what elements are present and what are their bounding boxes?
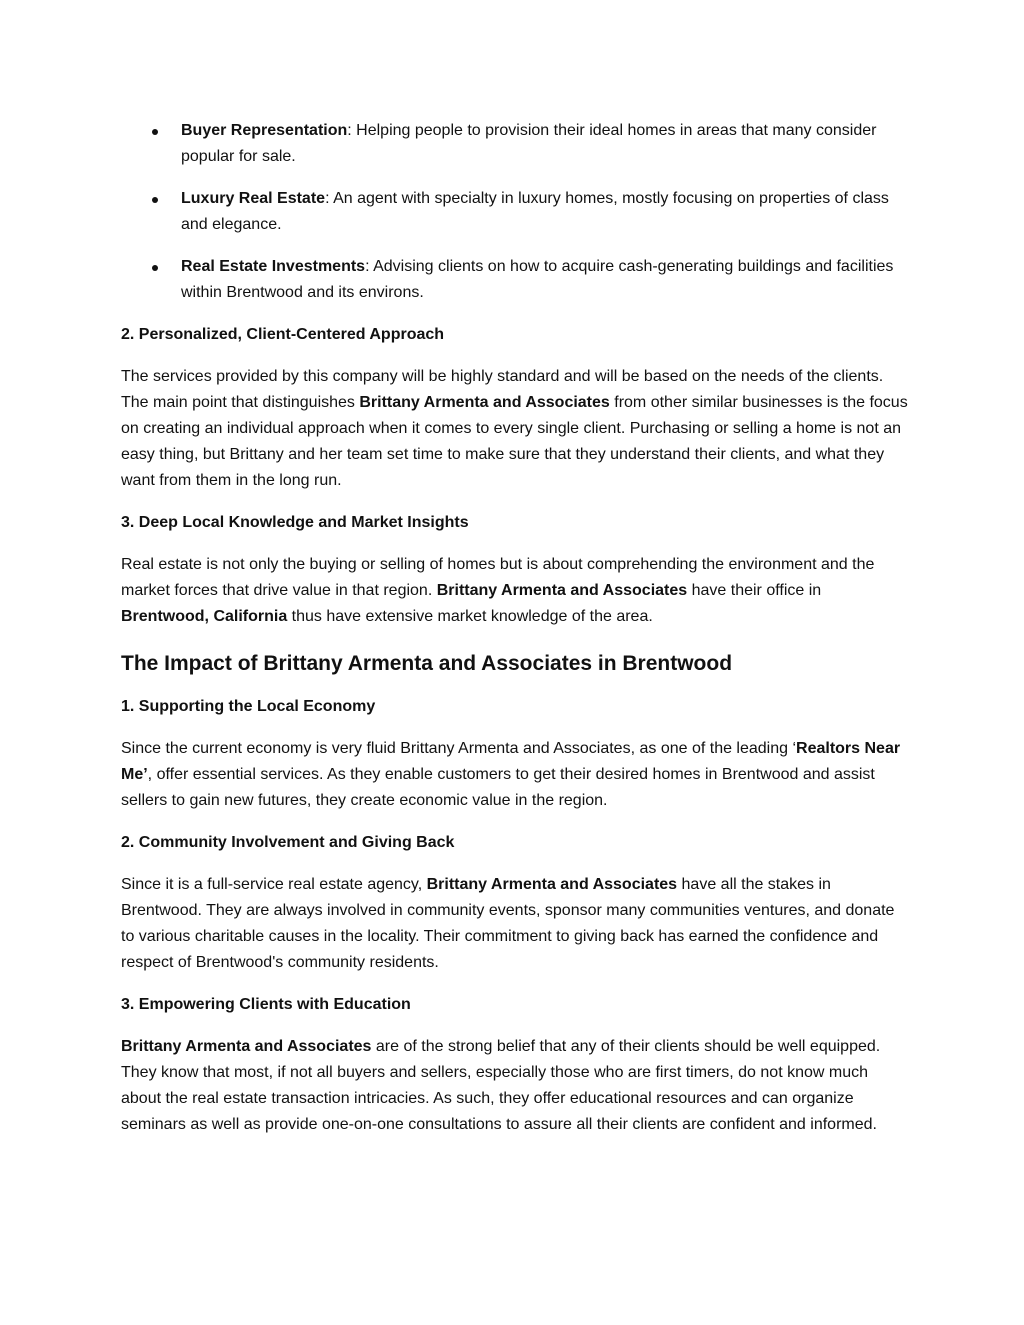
location-name: Brentwood, California bbox=[121, 608, 288, 625]
list-item-term: Real Estate Investments bbox=[181, 258, 366, 275]
subheading-local-knowledge: 3. Deep Local Knowledge and Market Insights bbox=[121, 514, 469, 531]
paragraph-text: Since it is a full-service real estate agency, bbox=[121, 876, 427, 893]
bullet-icon bbox=[152, 129, 158, 135]
company-name: Brittany Armenta and Associates bbox=[121, 1038, 372, 1055]
subheading-community: 2. Community Involvement and Giving Back bbox=[121, 834, 455, 851]
subheading-education: 3. Empowering Clients with Education bbox=[121, 996, 411, 1013]
company-name: Brittany Armenta and Associates bbox=[436, 582, 688, 599]
paragraph-text: have their office in bbox=[687, 582, 822, 599]
list-item-text: : Helping people to provision their ideal homes in areas that many consider popular for sale. bbox=[181, 122, 877, 165]
paragraph-text: thus have extensive market knowledge of the area. bbox=[287, 608, 653, 625]
section-title-impact: The Impact of Brittany Armenta and Associates in Brentwood bbox=[121, 652, 733, 675]
subheading-local-economy: 1. Supporting the Local Economy bbox=[121, 698, 376, 715]
services-list bbox=[121, 118, 911, 306]
paragraph-local-economy bbox=[121, 736, 911, 814]
paragraph-text: Since the current economy is very fluid Brittany Armenta and Associates, as one of the leading ‘ bbox=[121, 740, 797, 757]
paragraph-local-knowledge bbox=[121, 552, 911, 630]
keyword-phrase: Realtors Near Me’ bbox=[121, 740, 901, 783]
list-item-term: Buyer Representation bbox=[181, 122, 348, 139]
paragraph-community bbox=[121, 872, 911, 976]
paragraph-text: The services provided by this company will be highly standard and will be based on the needs of the clients. The main point that distinguishes bbox=[121, 368, 884, 411]
paragraph-text: are of the strong belief that any of their clients should be well equipped. They know that most, if not all buyers and sellers, especially those who are first timers, do not know much about the real estate transaction intricacies. As such, they offer educational resources and can organize seminars as well as provide one-on-one consultations to assure all their clients are confident and informed. bbox=[121, 1038, 881, 1133]
company-name: Brittany Armenta and Associates bbox=[426, 876, 678, 893]
paragraph-personalized-approach bbox=[121, 364, 911, 494]
paragraph-text: have all the stakes in Brentwood. They are always involved in community events, sponsor many communities ventures, and donate to various charitable causes in the locality. Their commitment to giving back has earned the confidence and respect of Brentwood's community residents. bbox=[121, 876, 895, 971]
list-item-text: : An agent with specialty in luxury homes, mostly focusing on properties of class and elegance. bbox=[181, 190, 889, 233]
document-page bbox=[121, 118, 911, 1154]
paragraph-text: from other similar businesses is the focus on creating an individual approach when it comes to every single client. Purchasing or selling a home is not an easy thing, but Brittany and her team set time to make sure that they understand their clients, and what they want from them in the long run. bbox=[121, 394, 908, 489]
list-item bbox=[121, 118, 911, 170]
paragraph-text: , offer essential services. As they enable customers to get their desired homes in Brentwood and assist sellers to gain new futures, they create economic value in the region. bbox=[121, 766, 875, 809]
bullet-icon bbox=[152, 197, 158, 203]
list-item-text: : Advising clients on how to acquire cash-generating buildings and facilities within Brentwood and its environs. bbox=[181, 258, 894, 301]
bullet-icon bbox=[152, 265, 158, 271]
list-item bbox=[121, 254, 911, 306]
company-name: Brittany Armenta and Associates bbox=[359, 394, 610, 411]
list-item-term: Luxury Real Estate bbox=[181, 190, 326, 207]
paragraph-text: Real estate is not only the buying or selling of homes but is about comprehending the environment and the market forces that drive value in that region. bbox=[121, 556, 875, 599]
paragraph-education bbox=[121, 1034, 911, 1138]
list-item bbox=[121, 186, 911, 238]
subheading-personalized-approach: 2. Personalized, Client-Centered Approach bbox=[121, 326, 445, 343]
